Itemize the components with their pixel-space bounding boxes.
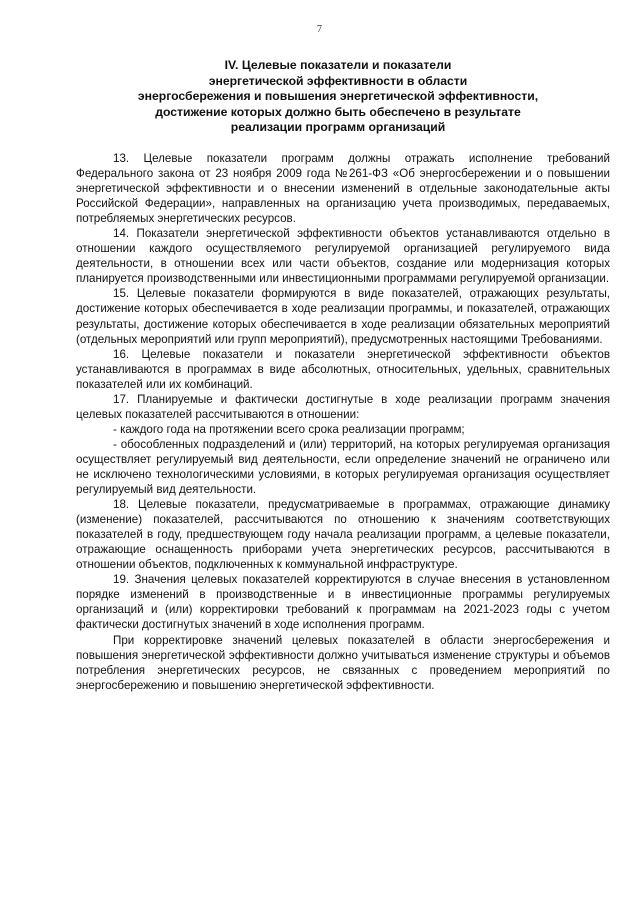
list-item-annual: - каждого года на протяжении всего срока реализации программ; — [113, 422, 465, 436]
section-heading — [88, 58, 588, 136]
list-item-subdivisions: - обособленных подразделений и (или) территорий, на которых регулируемая организация осуществляет регулируемый вид деятельности, если определение значений не ограничено или не исключено технологическими условиями, в которых регулируемая организация осуществляет регулируемый вид деятельности. — [76, 437, 610, 497]
heading-line: энергосбережения и повышения энергетической эффективности, — [137, 89, 539, 104]
paragraph-16: 16. Целевые показатели и показатели энергетической эффективности объектов устанавливаются в программах в виде абсолютных, относительных, удельных, сравнительных показателей или их комбинаций. — [76, 347, 610, 391]
page-number: 7 — [317, 24, 322, 35]
heading-line: энергетической эффективности в области — [208, 73, 468, 88]
paragraph-13: 13. Целевые показатели программ должны отражать исполнение требований Федерального закона от 23 ноября 2009 года №261-ФЗ «Об энергосбережении и о повышении энергетической эффективности и о внесении изменений в отдельные законодательные акты Российской Федерации», направленных на организацию учета производимых, передаваемых, потребляемых энергетических ресурсов. — [76, 152, 610, 226]
heading-line: IV. Целевые показатели и показатели — [224, 58, 452, 72]
paragraph-19: 19. Значения целевых показателей корректируются в случае внесения в установленном порядке изменений в производственные и в инвестиционные программы регулируемых организаций и (или) корректировки требований к программам на 2021-2023 годы с учетом фактически достигнутых значений в ходе исполнения программ. — [76, 573, 610, 632]
body-text — [76, 151, 610, 693]
paragraph-14: 14. Показатели энергетической эффективности объектов устанавливаются отдельно в отношении каждого осуществляемого регулируемой организацией регулируемого вида деятельности, в отношении всех или части объектов, создание или модернизация которых планируется производственными или инвестиционными программами регулируемой организации. — [76, 227, 610, 286]
paragraph-18: 18. Целевые показатели, предусматриваемые в программах, отражающие динамику (изменение) показателей, рассчитываются по отношению к значениям соответствующих показателей в году, предшествующем году начала реализации программ, а целевые показатели, отражающие оснащенность приборами учета энергетических ресурсов, рассчитываются в отношении объектов, подключенных к коммунальной инфраструктуре. — [76, 498, 610, 572]
paragraph-17: 17. Планируемые и фактически достигнутые в ходе реализации программ значения целевых показателей рассчитываются в отношении: — [76, 392, 610, 421]
heading-line: реализации программ организаций — [230, 120, 446, 135]
heading-line: достижение которых должно быть обеспечено в результате — [155, 104, 521, 119]
paragraph-correction: При корректировке значений целевых показателей в области энергосбережения и повышения энергетической эффективности должно учитываться изменение структуры и объемов потребления энергетических ресурсов, не связанных с проведением мероприятий по энергосбережению и повышению энергетической эффективности. — [76, 633, 610, 692]
paragraph-15: 15. Целевые показатели формируются в виде показателей, отражающих результаты, достижение которых обеспечивается в ходе реализации программы, и показателей, отражающих результаты, достижение которых обеспечивается в ходе реализации обязательных мероприятий (отдельных мероприятий или групп мероприятий), предусмотренных настоящими Требованиями. — [76, 287, 610, 346]
